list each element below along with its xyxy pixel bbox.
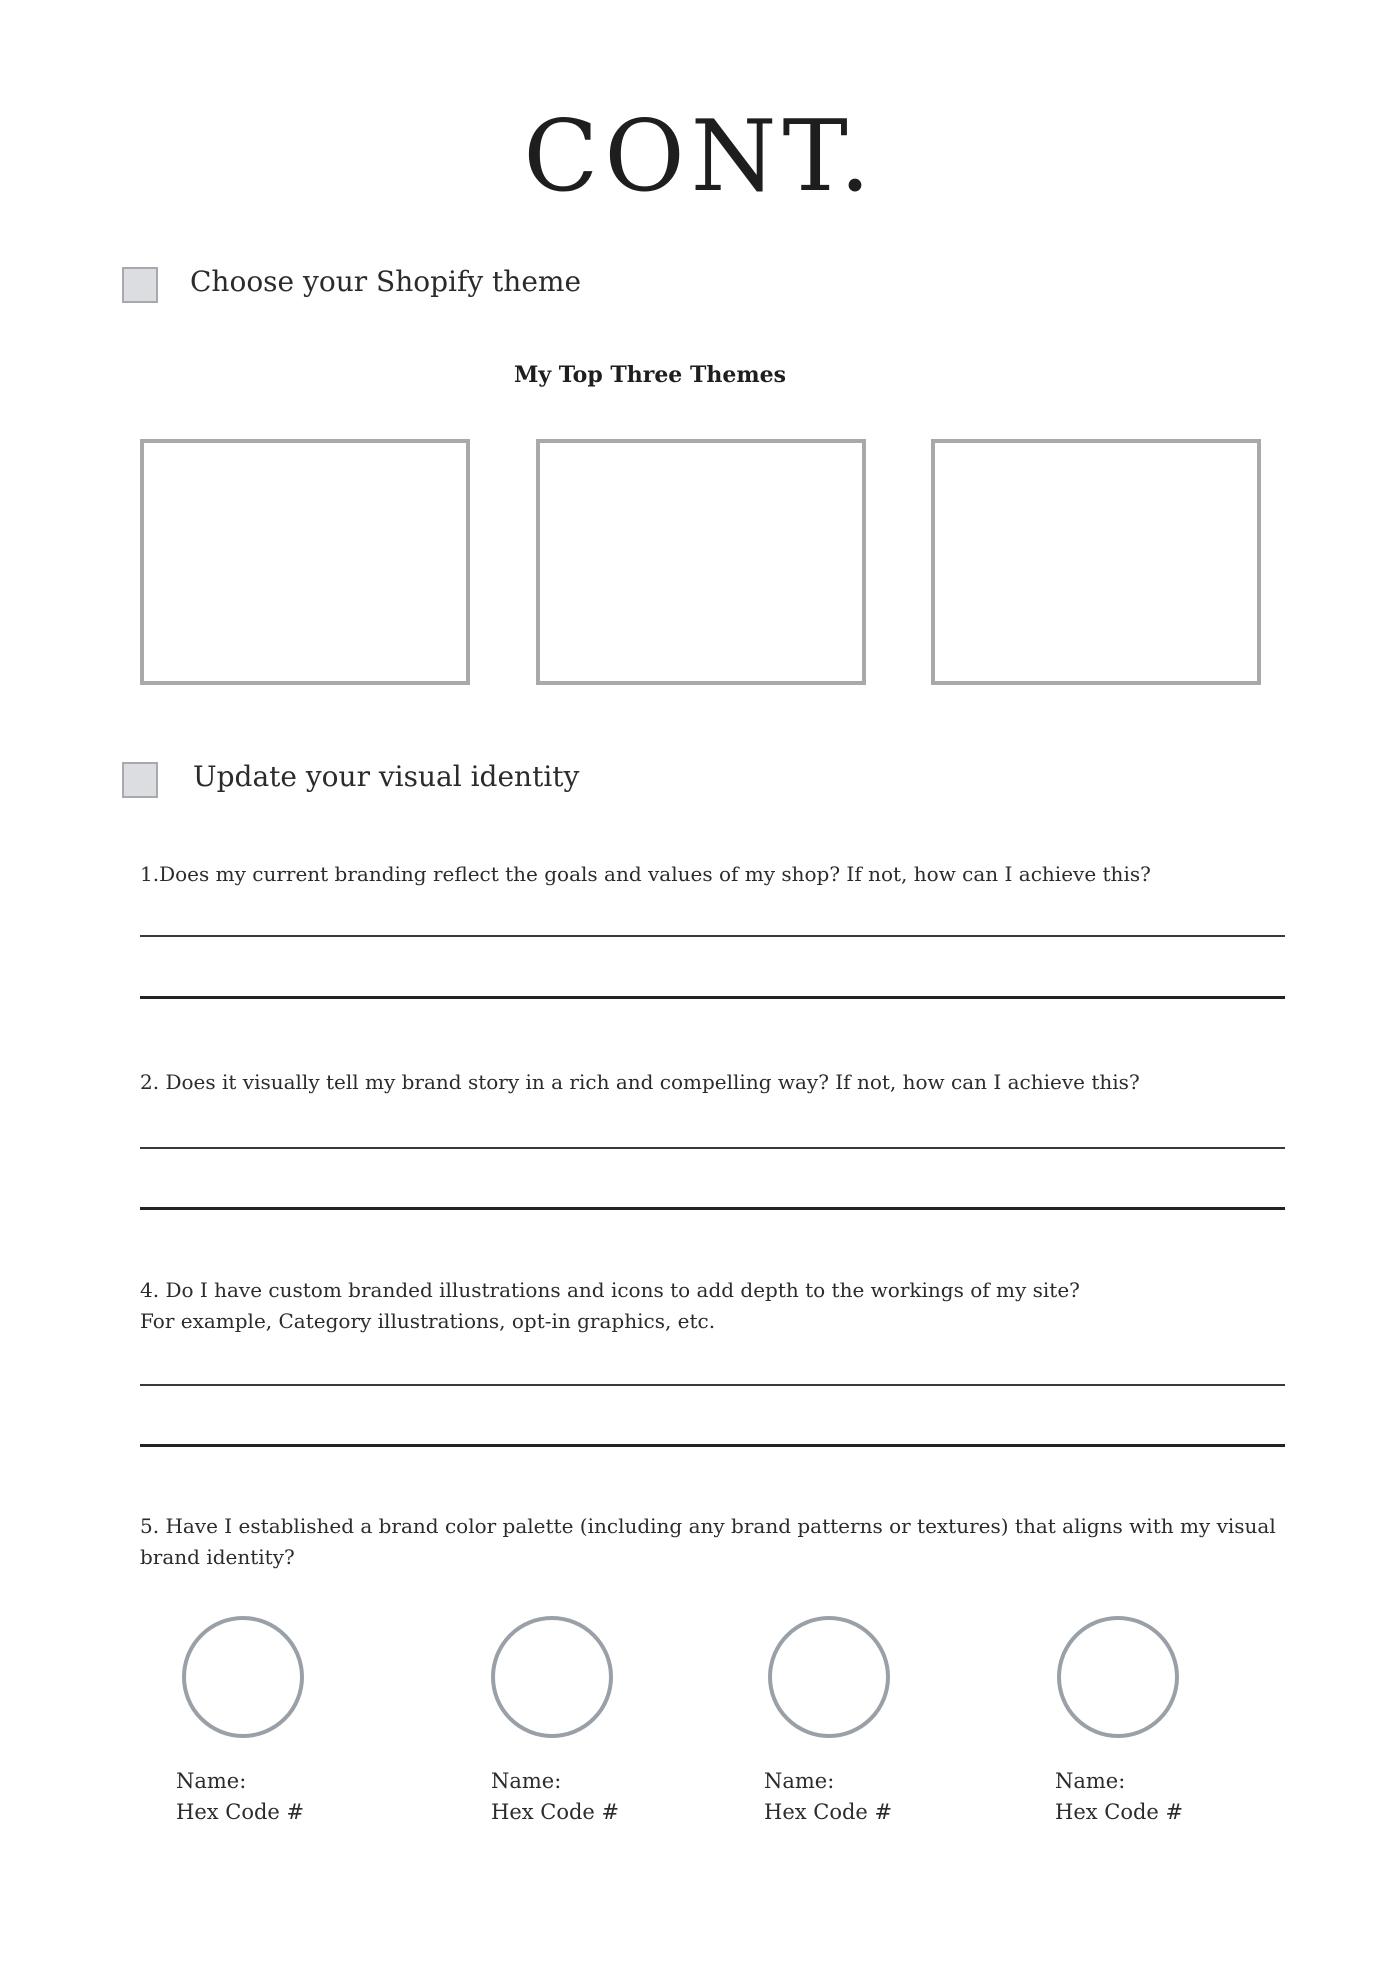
question-2 xyxy=(140,1067,1290,1098)
question-5 xyxy=(140,1511,1290,1573)
color-swatch-4[interactable] xyxy=(1057,1616,1179,1738)
theme-box-3[interactable] xyxy=(931,439,1261,685)
swatch-name-label: Name: xyxy=(1055,1769,1126,1793)
theme-task-label: Choose your Shopify theme xyxy=(190,265,582,298)
question-4-text: 4. Do I have custom branded illustrations and icons to add depth to the workings of my site? xyxy=(140,1278,1080,1302)
swatch-name-label: Name: xyxy=(491,1769,562,1793)
question-5-text-cont: brand identity? xyxy=(140,1545,295,1569)
question-4 xyxy=(140,1275,1290,1337)
color-swatch-2[interactable] xyxy=(491,1616,613,1738)
swatch-1-labels xyxy=(176,1766,304,1828)
swatch-hex-label: Hex Code # xyxy=(764,1800,893,1824)
question-4-example: For example, Category illustrations, opt-in graphics, etc. xyxy=(140,1309,716,1333)
swatch-4-labels xyxy=(1055,1766,1183,1828)
theme-box-2[interactable] xyxy=(536,439,866,685)
swatch-hex-label: Hex Code # xyxy=(491,1800,620,1824)
swatch-2-labels xyxy=(491,1766,619,1828)
color-swatch-1[interactable] xyxy=(182,1616,304,1738)
question-2-text: 2. Does it visually tell my brand story in a rich and compelling way? If not, how can I achieve this? xyxy=(140,1070,1140,1094)
color-swatch-3[interactable] xyxy=(768,1616,890,1738)
page-title: CONT. xyxy=(523,100,877,214)
theme-box-1[interactable] xyxy=(140,439,470,685)
answer-line[interactable] xyxy=(140,935,1285,937)
top-themes-heading: My Top Three Themes xyxy=(514,362,786,388)
swatch-hex-label: Hex Code # xyxy=(1055,1800,1184,1824)
swatch-name-label: Name: xyxy=(176,1769,247,1793)
answer-line[interactable] xyxy=(140,996,1285,999)
question-5-text: 5. Have I established a brand color palette (including any brand patterns or textures) that aligns with my visual xyxy=(140,1514,1276,1538)
swatch-name-label: Name: xyxy=(764,1769,835,1793)
answer-line[interactable] xyxy=(140,1147,1285,1149)
swatch-3-labels xyxy=(764,1766,892,1828)
swatch-hex-label: Hex Code # xyxy=(176,1800,305,1824)
question-1 xyxy=(140,859,1290,890)
visual-identity-task-checkbox[interactable] xyxy=(122,762,158,798)
question-1-text: 1.Does my current branding reflect the goals and values of my shop? If not, how can I achieve this? xyxy=(140,862,1151,886)
answer-line[interactable] xyxy=(140,1207,1285,1210)
answer-line[interactable] xyxy=(140,1384,1285,1386)
visual-identity-task-label: Update your visual identity xyxy=(193,760,580,793)
answer-line[interactable] xyxy=(140,1444,1285,1447)
theme-task-checkbox[interactable] xyxy=(122,267,158,303)
